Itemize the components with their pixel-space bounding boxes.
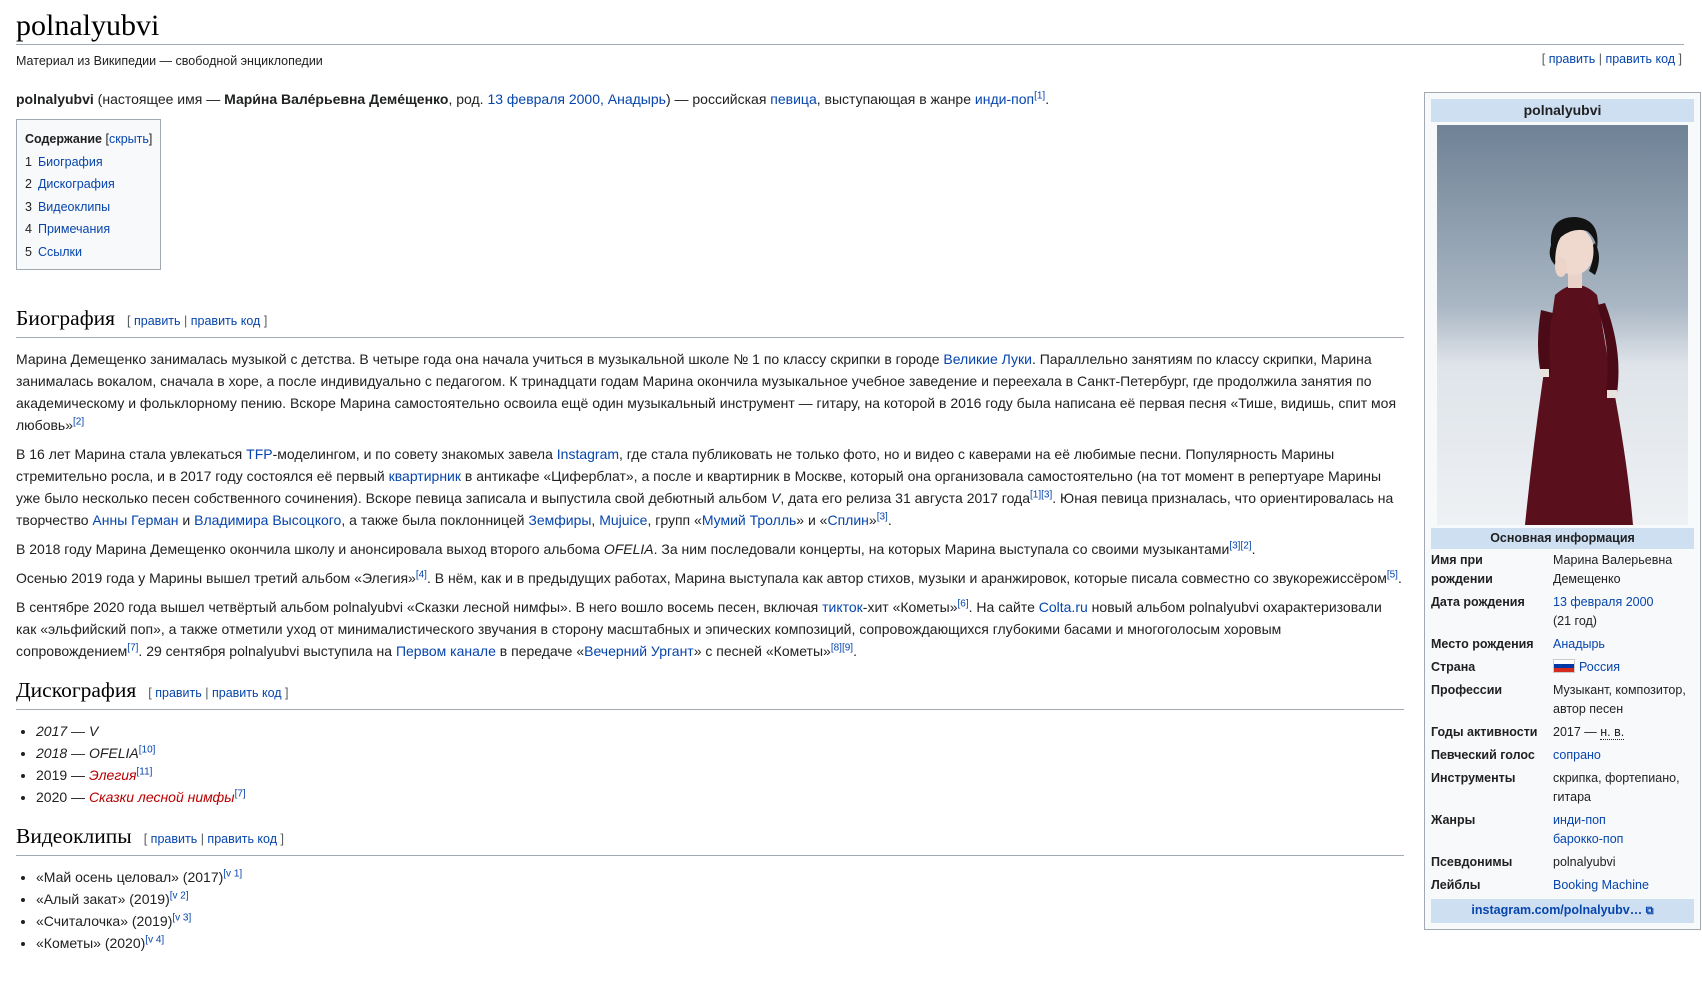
- site-tagline: Материал из Википедии — свободной энциклопедии: [16, 54, 323, 68]
- list-item: • «Алый закат» (2019)[v 2]: [36, 888, 1404, 910]
- ref-link[interactable]: [3][2]: [1229, 540, 1252, 552]
- tiktok-link[interactable]: тикток: [822, 599, 863, 615]
- toc-item-videos[interactable]: 3 Видеоклипы: [25, 199, 111, 214]
- sep: ,: [600, 91, 608, 107]
- edit-link[interactable]: править: [150, 832, 198, 846]
- label-link[interactable]: Booking Machine: [1553, 878, 1649, 892]
- edit-code-link[interactable]: править код: [211, 686, 282, 700]
- infobox-row-country: Страна Россия: [1431, 660, 1620, 674]
- bio-paragraph: В сентябре 2020 года вышел четвёртый альбом polnalyubvi «Сказки лесной нимфы». В него вошло восемь песен, включая тикток-хит «Кометы»[6]. На сайте Colta.ru новый альбом polnalyubvi охарактеризовали как «эльфийский поп», а также отметили уход от минималистического звучания в сторону масштабных и эпических композиций, сопровождающихся глубокими басами и многоголосым хоровым сопровождением[7]. 29 сентября polnalyubvi выступила на Первом канале в передаче «Вечерний Ургант» с песней «Кометы»[8][9].: [16, 598, 1382, 659]
- infobox-title: polnalyubvi: [1431, 99, 1694, 122]
- country-link[interactable]: Россия: [1579, 660, 1620, 674]
- ref-link[interactable]: [7]: [234, 788, 246, 800]
- zemfira-link[interactable]: Земфиры: [528, 512, 592, 528]
- tfp-link[interactable]: TFP: [246, 446, 273, 462]
- ref-link[interactable]: [1]: [1034, 90, 1046, 102]
- ref-link[interactable]: [7]: [127, 642, 139, 654]
- ref-link[interactable]: [2]: [73, 416, 85, 428]
- toc-hide-link[interactable]: скрыть: [108, 132, 149, 146]
- mujuice-link[interactable]: Mujuice: [599, 512, 648, 528]
- kvartirnik-link[interactable]: квартирник: [388, 468, 461, 484]
- vysotsky-link[interactable]: Владимира Высоцкого: [194, 512, 342, 528]
- ref-link[interactable]: [v 1]: [223, 868, 243, 880]
- infobox-row-instruments: Инструменты скрипка, фортепиано, гитара: [1431, 771, 1680, 804]
- ref-link[interactable]: [v 2]: [169, 890, 189, 902]
- article-page: [16, 0, 1700, 951]
- russia-flag-icon: [1553, 659, 1575, 673]
- edit-link[interactable]: править: [134, 314, 181, 328]
- infobox-row-dob: Дата рождения 13 февраля 2000 (21 год): [1431, 595, 1654, 628]
- perviy-kanal-link[interactable]: Первом канале: [395, 643, 496, 659]
- edit-code-link[interactable]: править код: [190, 314, 261, 328]
- list-item: • «Кометы» (2020)[v 4]: [36, 932, 1404, 954]
- section-heading-biography: Биография [ править | править код ]: [16, 304, 1404, 338]
- genre-link[interactable]: инди-поп: [974, 91, 1035, 107]
- discography-list: [16, 720, 1404, 808]
- section-heading-discography: Дискография [ править | править код ]: [16, 676, 1404, 710]
- toc-title: Содержание [скрыть]: [25, 132, 153, 146]
- table-of-contents: [16, 119, 161, 270]
- ref-link[interactable]: [6]: [957, 598, 969, 610]
- external-link-icon: ⧉: [1645, 905, 1654, 917]
- album-link[interactable]: Сказки лесной нимфы: [88, 789, 235, 805]
- infobox-row-voice: Певческий голос сопрано: [1431, 748, 1601, 762]
- ref-link[interactable]: [10]: [138, 744, 156, 756]
- instagram-footer: [1431, 899, 1694, 923]
- colta-link[interactable]: Colta.ru: [1038, 599, 1088, 615]
- splin-link[interactable]: Сплин: [827, 512, 869, 528]
- bio-paragraph: Марина Демещенко занималась музыкой с детства. В четыре года она начала учиться в музыкальной школе № 1 по классу скрипки в городе Великие Луки. Параллельно занятиям по классу скрипки, Марина занималась вокалом, сначала в хоре, а после индивидуально с педагогом. К тринадцати годам Марина окончила музыкальное учебное заведение и переехала в Санкт-Петербург, где продолжила занятия по академическому и фольклорному пению. Вскоре Марина самостоятельно освоила ещё один музыкальный инструмент — гитару, на которой в 2016 году была написана её первая песня «Тише, видишь, спит моя любовь»[2]: [16, 351, 1397, 433]
- toc-item-biography[interactable]: 1 Биография: [25, 154, 103, 169]
- section-heading-videos: Видеоклипы [ править | править код ]: [16, 822, 1404, 856]
- infobox-row-aliases: Псевдонимы polnalyubvi: [1431, 855, 1616, 869]
- bio-paragraph: В 2018 году Марина Демещенко окончила школу и анонсировала выход второго альбома OFELIA. За ним последовали концерты, на которых Марина выступала со своими музыкантами[3][2].: [16, 540, 1256, 557]
- list-item: • «Считалочка» (2019)[v 3]: [36, 910, 1404, 932]
- subject-name: polnalyubvi: [16, 91, 94, 107]
- page-edit-links: [ править | править код ]: [1541, 52, 1682, 66]
- album-link[interactable]: Элегия: [88, 767, 137, 783]
- ref-link[interactable]: [3]: [876, 511, 888, 523]
- genre-link[interactable]: барокко-поп: [1553, 832, 1624, 846]
- bio-paragraph: Осенью 2019 года у Марины вышел третий альбом «Элегия»[4]. В нём, как и в предыдущих работах, Марина выступала как автор стихов, музыки и аранжировок, которые писала совместно со звукорежиссёром[5].: [16, 569, 1402, 586]
- ref-link[interactable]: [1][3]: [1030, 489, 1053, 501]
- mumiy-troll-link[interactable]: Мумий Тролль: [701, 512, 797, 528]
- toc-item-discography[interactable]: 2 Дискография: [25, 177, 115, 191]
- infobox-row-professions: Профессии Музыкант, композитор, автор песен: [1431, 683, 1686, 716]
- infobox-subtitle: Основная информация: [1431, 528, 1694, 549]
- genre-link[interactable]: инди-поп: [1553, 813, 1606, 827]
- instagram-external-link[interactable]: instagram.com/polnalyubv…: [1471, 903, 1643, 917]
- infobox-row-pob: Место рождения Анадырь: [1431, 637, 1605, 651]
- velikie-luki-link[interactable]: Великие Луки: [943, 351, 1032, 367]
- birth-date-link[interactable]: 13 февраля 2000: [487, 91, 600, 107]
- ref-link[interactable]: [v 4]: [145, 934, 165, 946]
- intro-paragraph: polnalyubvi (настоящее имя — Мари́на Вале́рьевна Деме́щенко, род. 13 февраля 2000, Анадырь) — российская певица, выступающая в жанре инди-поп[1].: [16, 90, 1050, 107]
- ref-link[interactable]: [5]: [1386, 569, 1398, 581]
- infobox-row-years-active: Годы активности 2017 — н. в.: [1431, 725, 1625, 739]
- infobox-row-labels: Лейблы Booking Machine: [1431, 878, 1649, 892]
- portrait-image[interactable]: [1437, 125, 1688, 525]
- instagram-link[interactable]: Instagram: [556, 446, 620, 462]
- edit-code-link[interactable]: править код: [207, 832, 278, 846]
- list-item: • 2017 — V: [36, 720, 1404, 742]
- infobox-row-genres: Жанры инди-поп барокко-поп: [1431, 813, 1624, 846]
- edit-link[interactable]: править: [1548, 52, 1596, 66]
- edit-link[interactable]: править: [155, 686, 202, 700]
- list-item: • 2020 — Сказки лесной нимфы[7]: [36, 786, 1404, 808]
- infobox-row-birthname: Имя при рождении Марина Валерьевна Демещенко: [1431, 553, 1673, 586]
- singer-link[interactable]: певица: [770, 91, 817, 107]
- edit-code-link[interactable]: править код: [1605, 52, 1676, 66]
- ref-link[interactable]: [8][9]: [830, 642, 854, 654]
- videos-list: [16, 866, 1404, 954]
- pob-link[interactable]: Анадырь: [1553, 637, 1605, 651]
- ref-link[interactable]: [11]: [136, 766, 153, 778]
- full-name: Мари́на Вале́рьевна Деме́щенко: [224, 91, 449, 107]
- bio-paragraph: В 16 лет Марина стала увлекаться TFP-моделингом, и по совету знакомых завела Instagram, где стала публиковать не только фото, но и видео с каверами на её любимые песни. Популярность Марины стремительно росла, и в 2017 году состоялся её первый квартирник в антикафе «Циферблат», а после и квартирник в Москве, который она организовала самостоятельно (на тот момент в репертуаре Марины уже было несколько песен собственного сочинения). Вскоре певица записала и выпустила свой дебютный альбом V, дата его релиза 31 августа 2017 года[1][3]. Юная певица призналась, что ориентировалась на творчество Анны Герман и Владимира Высоцкого, а также была поклонницей Земфиры, Mujuice, групп «Мумий Тролль» и «Сплин»[3].: [16, 446, 1394, 528]
- toc-item-links[interactable]: 5 Ссылки: [25, 244, 82, 259]
- anna-german-link[interactable]: Анны Герман: [92, 512, 179, 528]
- list-item: • «Май осень целовал» (2017)[v 1]: [36, 866, 1404, 888]
- list-item: • 2019 — Элегия[11]: [36, 764, 1404, 786]
- dob-link[interactable]: 13 февраля 2000: [1553, 595, 1654, 609]
- page-title: polnalyubvi: [16, 0, 1684, 45]
- ref-link[interactable]: [v 3]: [172, 912, 192, 924]
- list-item: • 2018 — OFELIA[10]: [36, 742, 1404, 764]
- voice-link[interactable]: сопрано: [1553, 748, 1601, 762]
- article-content: [16, 88, 1404, 966]
- ref-link[interactable]: [4]: [415, 569, 427, 581]
- vecherniy-urgant-link[interactable]: Вечерний Ургант: [584, 643, 694, 659]
- infobox: [1424, 92, 1701, 930]
- toc-item-notes[interactable]: 4 Примечания: [25, 222, 111, 236]
- birth-city-link[interactable]: Анадырь: [607, 91, 666, 107]
